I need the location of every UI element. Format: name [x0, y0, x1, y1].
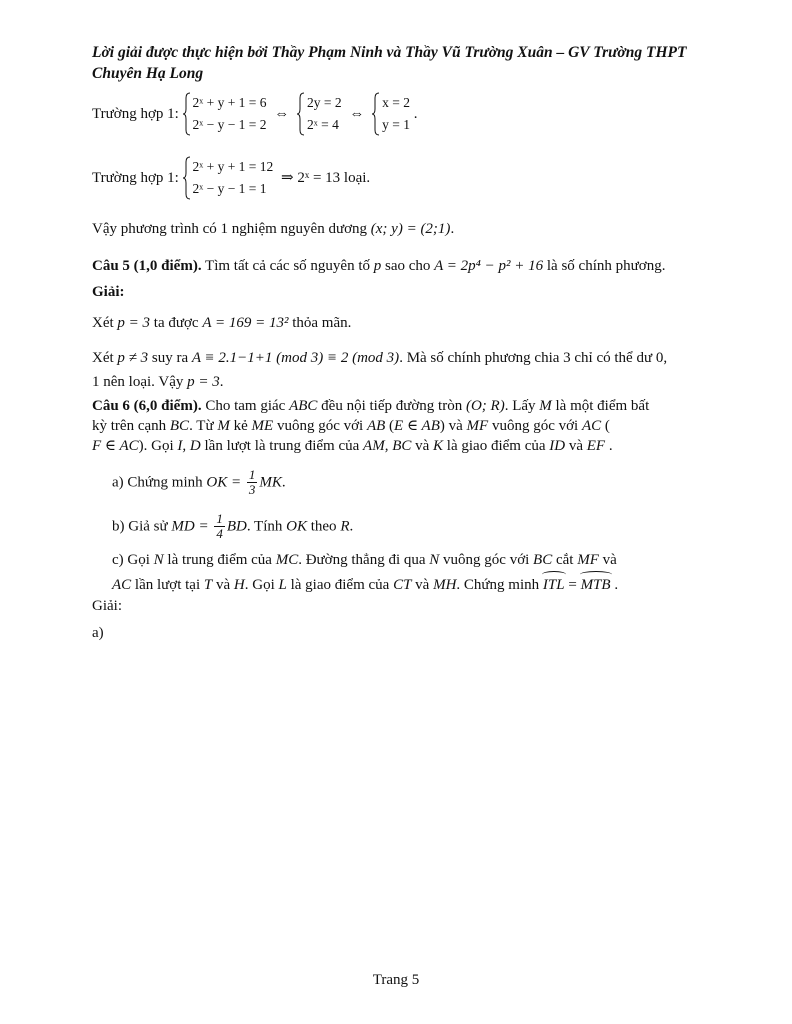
case-2-line: Trường hợp 1: 2ˣ + y + 1 = 12 2ˣ − y − 1 = 1 ⇒ 2ˣ = 13 loại. — [92, 156, 370, 200]
question-5: Câu 5 (1,0 điểm). Tìm tất cả các số nguyên tố p sao cho A = 2p⁴ − p² + 16 là số chính phương. — [92, 258, 666, 274]
header-line-1: Lời giải được thực hiện bởi Thầy Phạm Ninh và Thầy Vũ Trường Xuân – GV Trường THPT — [92, 44, 687, 61]
question-6-line-2: kỳ trên cạnh BC. Từ M kẻ ME vuông góc với AB (E ∈ AB) và MF vuông góc với AC ( — [92, 418, 610, 434]
fraction-one-third: $\frac{1}{3}$ — [248, 467, 256, 497]
header-line-2: Chuyên Hạ Long — [92, 65, 204, 82]
case-1-label: Trường hợp 1: — [92, 106, 179, 122]
q5-case-2-line-1: Xét p ≠ 3 suy ra A ≡ 2.1−1+1 (mod 3) ≡ 2 (mod 3). Mà số chính phương chia 3 chỉ có thể dư 0, — [92, 350, 668, 366]
question-5-expression: A = 2p⁴ − p² + 16 — [434, 258, 544, 274]
solution-label-2: Giải: — [92, 598, 122, 614]
angle-itl: ITL — [542, 577, 565, 593]
case-1-system-1: 2ˣ + y + 1 = 6 2ˣ − y − 1 = 2 — [183, 92, 267, 136]
case-1-system-2: 2y = 2 2ˣ = 4 — [297, 92, 342, 136]
question-5-title: Câu 5 (1,0 điểm). — [92, 258, 202, 274]
equivalence-arrow: ⇔ — [349, 106, 365, 122]
case-2-system: 2ˣ + y + 1 = 12 2ˣ − y − 1 = 1 — [183, 156, 274, 200]
part-c-line-1: c) Gọi N là trung điểm của MC. Đường thẳng đi qua N vuông góc với BC cắt MF và — [112, 552, 617, 568]
left-brace-icon — [297, 92, 305, 136]
part-c-line-2: AC lần lượt tại T và H. Gọi L là giao điểm của CT và MH. Chứng minh ITL = MTB . — [112, 577, 619, 593]
solution-label: Giải: — [92, 284, 125, 300]
page-number: Trang 5 — [372, 972, 420, 988]
fraction-one-quarter: $\frac{1}{4}$ — [216, 511, 223, 541]
left-brace-icon — [183, 156, 191, 200]
case-1-system-3: x = 2 y = 1 — [372, 92, 410, 136]
question-6-line-1: Câu 6 (6,0 điểm). Cho tam giác ABC đều nội tiếp đường tròn (O; R). Lấy M là một điểm bất — [92, 398, 650, 414]
equivalence-arrow: ⇔ — [274, 106, 290, 122]
case-2-label: Trường hợp 1: — [92, 170, 179, 186]
left-brace-icon — [183, 92, 191, 136]
q5-case-2-line-2: 1 nên loại. Vậy p = 3. — [92, 374, 224, 390]
case-2-result: ⇒ 2ˣ = 13 — [281, 170, 341, 186]
conclusion-line: Vậy phương trình có 1 nghiệm nguyên dương (x; y) = (2;1). — [92, 221, 455, 237]
question-6-title: Câu 6 (6,0 điểm). — [92, 398, 202, 414]
conclusion-math: (x; y) = (2;1) — [370, 221, 451, 237]
angle-mtb: MTB — [580, 577, 611, 593]
case-1-line: Trường hợp 1: 2ˣ + y + 1 = 6 2ˣ − y − 1 = 2 ⇔ 2y = 2 2ˣ = 4 ⇔ x = 2 y = 1 . — [92, 92, 418, 136]
q5-case-1: Xét p = 3 ta được A = 169 = 13² thỏa mãn. — [92, 315, 352, 331]
part-b: b) Giả sử MD = $\frac{1}{4}$ BD. Tính OK theo R. — [112, 511, 354, 541]
left-brace-icon — [372, 92, 380, 136]
part-a: a) Chứng minh OK = $\frac{1}{3}$ MK. — [112, 467, 286, 497]
answer-a-label: a) — [92, 625, 104, 641]
question-6-line-3: F ∈ AC). Gọi I, D lần lượt là trung điểm của AM, BC và K là giao điểm của ID và EF . — [92, 438, 613, 454]
page-header — [92, 42, 702, 84]
